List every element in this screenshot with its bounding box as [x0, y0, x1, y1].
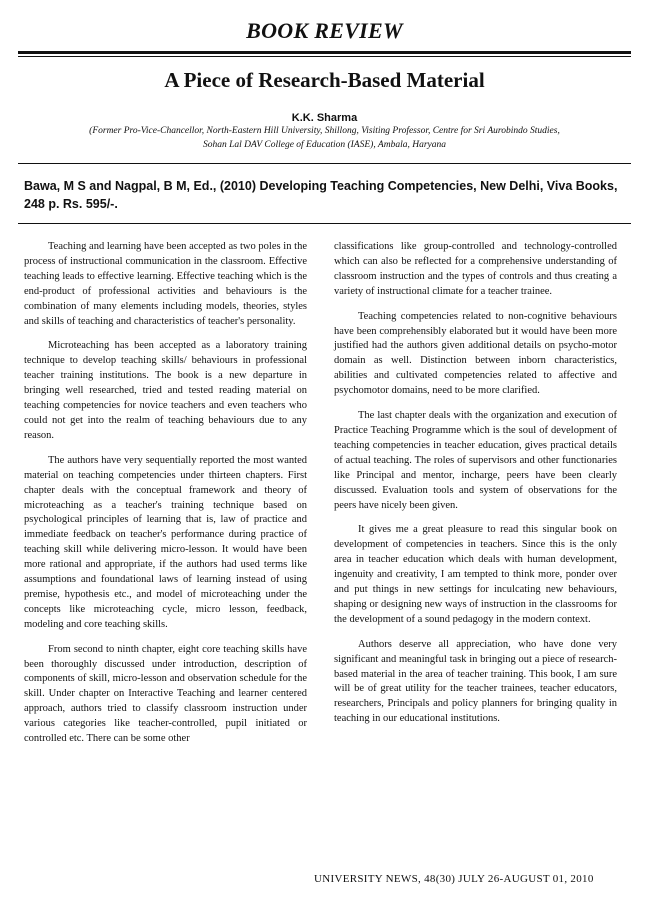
paragraph: Authors deserve all appreciation, who have done very significant and meaningful task in bringing out a piece of research-based material in the area of teacher training. This book, I am sure will be of great utility for the teacher trainees, teacher educators, researchers, Principals and policy planners for bringing quality in teaching in our educational institutions.: [334, 638, 617, 725]
header-rule-bottom: [18, 56, 631, 57]
author-affiliation: [0, 124, 649, 152]
paragraph: From second to ninth chapter, eight core teaching skills have been thoroughly discussed under introduction, description of components of skill, micro-lesson and observation schedule for the skill. Under chapter on Interactive Teaching and learner centered approach, authors tried to classify classroom instruction under various categories like teacher-controlled, pupil initiated or controlled etc. There can be some other: [24, 643, 307, 745]
paragraph: It gives me a great pleasure to read this singular book on development of competencies in teachers. Since this is the only area in teacher education which deals with human development, ingenuity and creativity, I am tempted to think more, ponder over and put things in new settings for inculcating new behaviours, shaping or designing new ways of instruction in the classrooms for the development of a sound pedagogy in the modern context.: [334, 524, 617, 625]
paragraph: The last chapter deals with the organization and execution of Practice Teaching Programme which is the soul of development of teaching competencies in teacher education, gives practical details of actual teaching. The roles of supervisors and other functionaries like Principal and mentor, incharge, peers have been clearly discussed. Evaluation tools and system of observations for the peers have nicely been given.: [334, 410, 617, 511]
article-title: A Piece of Research-Based Material: [164, 68, 485, 92]
header-rule-top: [18, 51, 631, 54]
citation-rule-top: [18, 163, 631, 164]
paragraph: classifications like group-controlled and technology-controlled which can also be reflected for a comprehensive understanding of classroom instruction and the types of controls and thus creating a variety of instructional climate for a teacher trainee.: [334, 241, 617, 297]
column-left: [24, 240, 307, 757]
paragraph: Teaching and learning have been accepted as two poles in the process of instructional communication in the classroom. Effective teaching leads to effective learning. Effective teaching which is the end-product of professional activities and behaviours is the combination of many elements including models, theories, styles and skills of teaching and characteristics of teacher's personality.: [24, 241, 307, 327]
paragraph: Teaching competencies related to non-cognitive behaviours have been comprehensibly elaborated but it would have been more justified had the authors given additional details on psycho-motor domain as well. Distinction between inborn characteristics, abilities and cultivated competencies related to affective and psychomotor domains, need to be more clarified.: [334, 310, 617, 397]
paragraph: Microteaching has been accepted as a laboratory training technique to develop teaching skills/ behaviours in professional teacher training institutions. The book is a new departure in bringing well researched, tried and tested reading material on teaching competencies for novice teachers and even teachers who could not get into the realm of teaching behaviours due to any reason.: [24, 340, 307, 441]
page-footer: UNIVERSITY NEWS, 48(30) JULY 26-AUGUST 01, 2010: [314, 873, 594, 885]
book-citation: Bawa, M S and Nagpal, B M, Ed., (2010) Developing Teaching Competencies, New Delhi, Viva Books, 248 p. Rs. 595/-.: [24, 179, 618, 211]
section-title: BOOK REVIEW: [246, 18, 403, 43]
citation-rule-bottom: [18, 223, 631, 224]
affiliation-line-2: Sohan Lal DAV College of Education (IASE), Ambala, Haryana: [203, 140, 446, 150]
column-right: [334, 240, 617, 737]
author-name: K.K. Sharma: [291, 112, 358, 124]
affiliation-line-1: (Former Pro-Vice-Chancellor, North-Eastern Hill University, Shillong, Visiting Professor, Centre for Sri Aurobindo Studies,: [89, 126, 560, 136]
paragraph: The authors have very sequentially reported the most wanted material on teaching competencies under thirteen chapters. First chapter deals with the conceptual framework and theory of microteaching as a teacher's training technique based on psychological principles of learning that is, law of practice and immediate feedback on teacher's performance during practice of teaching skill while delivering micro-lesson. It would have been more rational and appropriate, if the authors had used terms like assumptions and foundational laws of learning instead of using premise, hypothesis etc., and model of microteaching under the concepts like microteaching cycle, micro lesson, feedback, modeling and core teaching skills.: [24, 454, 307, 630]
